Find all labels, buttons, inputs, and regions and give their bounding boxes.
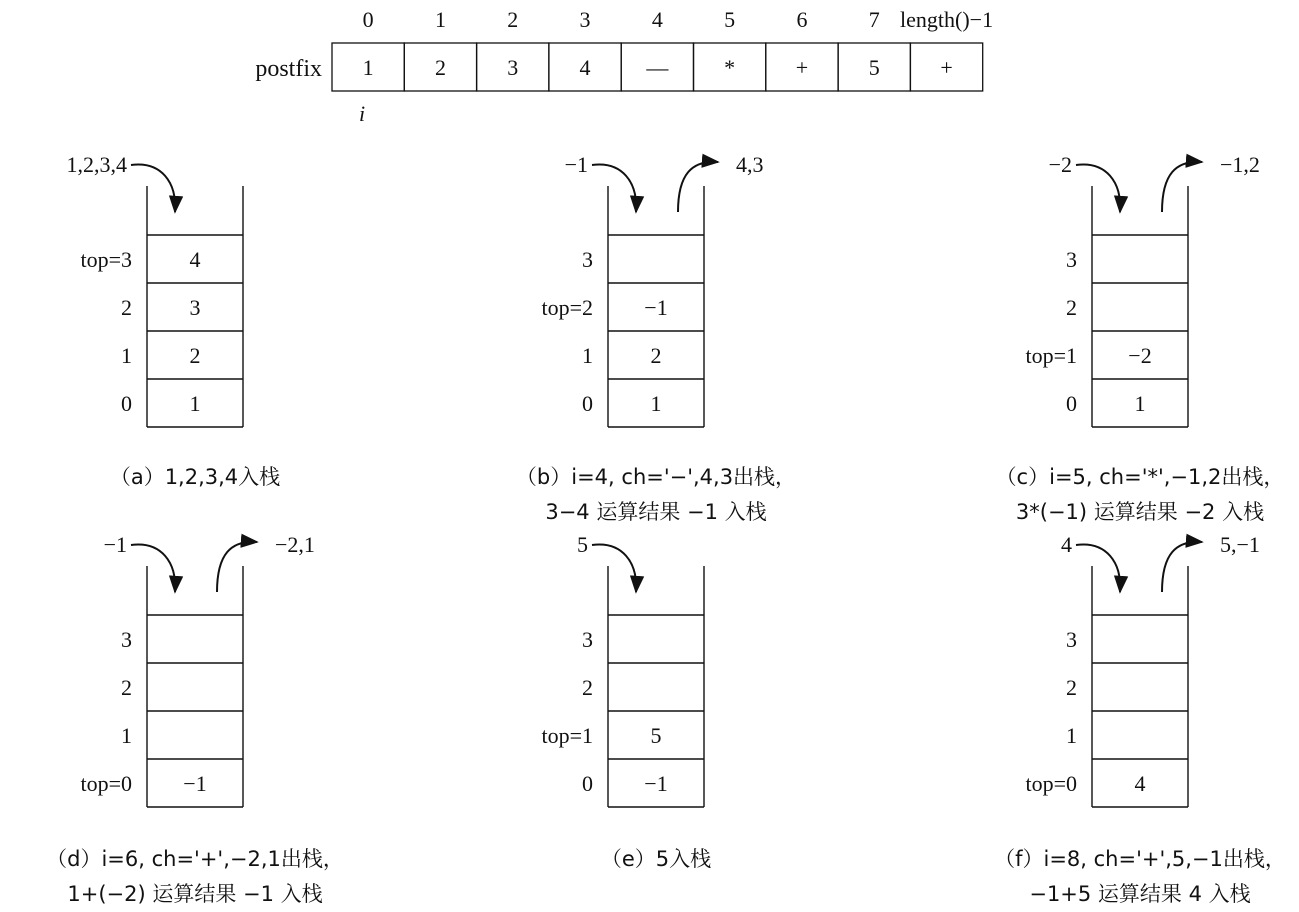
stack-slot-label: 1	[582, 343, 593, 368]
postfix-index-6: 6	[796, 7, 808, 32]
push-label: 4	[1061, 532, 1072, 557]
pop-label: −2,1	[275, 532, 315, 557]
stack-slot-label: 3	[121, 627, 132, 652]
push-label: −2	[1048, 152, 1072, 177]
stack-slot-label: 3	[1066, 247, 1077, 272]
stack-slot-value: 1	[1134, 391, 1146, 416]
stack-panel-e	[541, 532, 711, 871]
stack-slot-value: −1	[183, 771, 207, 796]
stack-slot-value: 2	[650, 343, 662, 368]
stack-slot-label: 0	[121, 391, 132, 416]
stack-panel-a	[67, 152, 281, 489]
stack-slot-label: 0	[1066, 391, 1077, 416]
panel-caption-line: 1+(−2) 运算结果 −1 入栈	[67, 882, 323, 906]
stack-slot-label: top=0	[1025, 771, 1077, 796]
postfix-index-1: 1	[434, 7, 446, 32]
panel-caption-line: （a）1,2,3,4入栈	[109, 465, 281, 489]
stack-panel-c	[996, 152, 1285, 524]
postfix-label: postfix	[255, 56, 322, 82]
push-label: −1	[103, 532, 127, 557]
postfix-index-5: 5	[724, 7, 736, 32]
stack-slot-label: 2	[1066, 295, 1077, 320]
postfix-array	[255, 7, 993, 126]
stack-slot-label: top=0	[80, 771, 132, 796]
postfix-index-3: 3	[579, 7, 591, 32]
postfix-cell-value-8: +	[940, 55, 953, 80]
stack-slot-label: 1	[121, 723, 132, 748]
stack-slot-value: 5	[650, 723, 662, 748]
pop-label: 5,−1	[1220, 532, 1260, 557]
postfix-cell-value-5: *	[724, 55, 736, 80]
stack-slot-value: 4	[189, 247, 201, 272]
postfix-cell-value-0: 1	[362, 55, 374, 80]
postfix-index-0: 0	[362, 7, 374, 32]
pop-label: −1,2	[1220, 152, 1260, 177]
postfix-cells	[332, 7, 993, 91]
stack-panel-f	[994, 532, 1286, 906]
panel-caption-line: −1+5 运算结果 4 入栈	[1029, 882, 1251, 906]
push-arrow	[131, 165, 175, 212]
postfix-cell-value-7: 5	[868, 55, 880, 80]
push-arrow	[1076, 545, 1120, 592]
stack-slot-label: top=2	[541, 295, 593, 320]
stack-panels	[46, 152, 1286, 906]
pop-arrow	[1162, 162, 1202, 212]
postfix-index-2: 2	[507, 7, 519, 32]
stack-slot-label: 2	[582, 675, 593, 700]
panel-caption-line: 3*(−1) 运算结果 −2 入栈	[1015, 500, 1265, 524]
stack-slot-label: top=1	[1025, 343, 1077, 368]
panel-caption-line: （e）5入栈	[600, 847, 712, 871]
postfix-pointer-i: i	[358, 101, 366, 126]
push-label: 1,2,3,4	[66, 152, 127, 177]
stack-slot-label: 2	[121, 675, 132, 700]
push-arrow	[131, 545, 175, 592]
pop-arrow	[1162, 542, 1202, 592]
pop-arrow	[217, 542, 257, 592]
stack-slot-label: 0	[582, 391, 593, 416]
push-label: 5	[577, 532, 588, 557]
postfix-cell-value-1: 2	[434, 55, 446, 80]
panel-caption-line: （f）i=8, ch='+',5,−1出栈，	[994, 847, 1286, 871]
stack-slot-label: 3	[582, 627, 593, 652]
push-arrow	[1076, 165, 1120, 212]
stack-slot-label: 1	[1066, 723, 1077, 748]
postfix-index-4: 4	[651, 7, 663, 32]
stack-slot-label: 1	[121, 343, 132, 368]
stack-slot-label: 0	[582, 771, 593, 796]
stack-slot-label: top=3	[80, 247, 132, 272]
postfix-cell-value-3: 4	[579, 55, 591, 80]
stack-slot-label: 3	[582, 247, 593, 272]
push-arrow	[592, 545, 636, 592]
push-arrow	[592, 165, 636, 212]
stack-slot-value: 2	[189, 343, 201, 368]
stack-slot-value: −2	[1128, 343, 1152, 368]
stack-slot-value: 3	[189, 295, 201, 320]
stack-slot-label: top=1	[541, 723, 593, 748]
postfix-index-8: length()−1	[900, 7, 994, 32]
stack-slot-value: 1	[650, 391, 662, 416]
postfix-cell-value-4: —	[646, 55, 669, 80]
stack-slot-label: 2	[1066, 675, 1077, 700]
panel-caption-line: （c）i=5, ch='*',−1,2出栈，	[995, 465, 1285, 489]
stack-slot-value: −1	[644, 295, 668, 320]
stack-slot-value: 1	[189, 391, 201, 416]
pop-arrow	[678, 162, 718, 212]
postfix-cell-value-6: +	[795, 55, 809, 80]
stack-panel-b	[516, 152, 796, 524]
stack-panel-d	[46, 532, 344, 906]
stack-slot-value: −1	[644, 771, 668, 796]
postfix-cell-value-2: 3	[507, 55, 519, 80]
stack-slot-label: 2	[121, 295, 132, 320]
pop-label: 4,3	[736, 152, 764, 177]
panel-caption-line: （d）i=6, ch='+',−2,1出栈，	[46, 847, 344, 871]
push-label: −1	[564, 152, 588, 177]
stack-slot-label: 3	[1066, 627, 1077, 652]
panel-caption-line: 3−4 运算结果 −1 入栈	[545, 500, 767, 524]
postfix-index-7: 7	[868, 7, 880, 32]
panel-caption-line: （b）i=4, ch='−',4,3出栈，	[515, 465, 797, 489]
stack-slot-value: 4	[1134, 771, 1146, 796]
